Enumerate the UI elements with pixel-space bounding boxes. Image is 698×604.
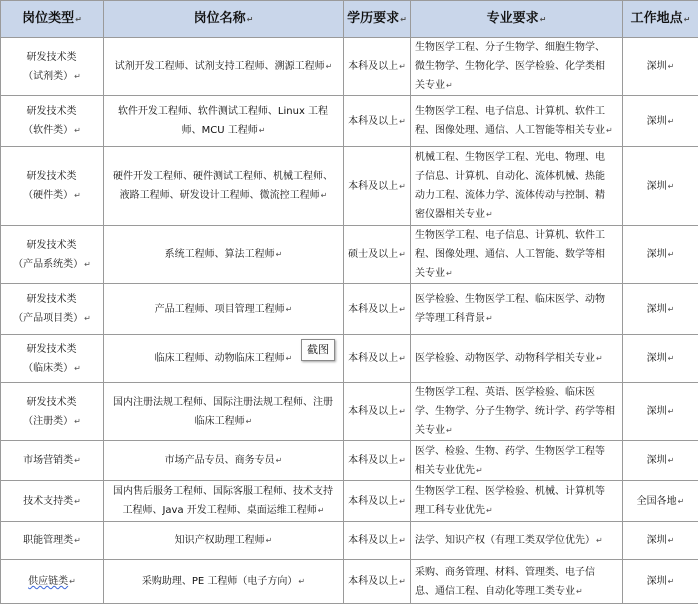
education-cell: 本科及以上↵ [344,481,411,522]
job-name-cell: 试剂开发工程师、试剂支持工程师、溯源工程师↵ [104,38,344,96]
table-row [1,560,698,604]
table-row [1,226,698,284]
cell-line: 系统工程师、算法工程师 [165,249,275,260]
cell-line: 职能管理类 [23,535,73,546]
cell-line: 试剂开发工程师、试剂支持工程师、溯源工程师 [115,61,325,72]
cell-line: （试剂类） [23,71,73,82]
cell-line: 密仪器相关专业 [415,209,485,220]
cell-line: 生物医学工程、医学检验、机械、计算机等 [415,486,605,497]
job-name-cell: 国内售后服务工程师、国际客服工程师、技术支持 工程师、Java 开发工程师、桌面运维工程师↵ [104,481,344,522]
cell-line: 国内售后服务工程师、国际客服工程师、技术支持 [113,486,333,497]
screenshot-tooltip: 截图 [301,339,335,361]
job-name-cell: 系统工程师、算法工程师↵ [104,226,344,284]
location-cell: 深圳↵ [623,147,698,226]
job-type-cell: 职能管理类↵ [1,522,104,560]
job-name-cell: 知识产权助理工程师↵ [104,522,344,560]
table-row [1,335,698,383]
cell-line: 研发技术类 [27,171,77,182]
major-cell: 采购、商务管理、材料、管理类、电子信 息、通信工程、自动化等理工类专业↵ [411,560,623,604]
job-type-cell: 市场营销类↵ [1,441,104,481]
cell-line: 医学、检验、生物、药学、生物医学工程等 [415,446,605,457]
major-cell: 法学、知识产权（有理工类双学位优先）↵ [411,522,623,560]
cell-line: 生物医学工程、电子信息、计算机、软件工 [415,230,605,241]
job-type-cell: 研发技术类 （临床类）↵ [1,335,104,383]
cell-line: 本科及以上 [348,576,398,587]
location-cell: 深圳↵ [623,284,698,335]
job-type-cell: 研发技术类 （注册类）↵ [1,383,104,441]
cell-line: 深圳 [647,535,667,546]
cell-line: 法学、知识产权（有理工类双学位优先） [415,535,595,546]
cell-line: 市场营销类 [23,455,73,466]
cell-line: 子信息、计算机、自动化、流体机械、热能 [415,171,605,182]
cell-line: 本科及以上 [348,353,398,364]
cell-line: 采购助理、PE 工程师（电子方向） [142,576,298,587]
cell-line: 生物医学工程、分子生物学、细胞生物学、 [415,42,605,53]
cell-line: 深圳 [647,249,667,260]
cell-line: （注册类） [23,416,73,427]
cell-line: 产品工程师、项目管理工程师 [155,304,285,315]
header-location: 工作地点↵ [623,1,698,38]
cell-line: 动力工程、流体力学、流体传动与控制、精 [415,190,605,201]
job-type-cell: 研发技术类 （硬件类）↵ [1,147,104,226]
cell-line: 微生物学、生物化学、医学检验、化学类相 [415,61,605,72]
cell-line: 本科及以上 [348,116,398,127]
job-name-cell: 软件开发工程师、软件测试工程师、Linux 工程 师、MCU 工程师↵ [104,96,344,147]
education-cell: 本科及以上↵ [344,560,411,604]
education-cell: 本科及以上↵ [344,38,411,96]
education-cell: 硕士及以上↵ [344,226,411,284]
location-cell: 全国各地↵ [623,481,698,522]
job-type-cell: 技术支持类↵ [1,481,104,522]
table-row [1,284,698,335]
cell-line: 研发技术类 [27,397,77,408]
cell-line: （软件类） [23,125,73,136]
location-cell: 深圳↵ [623,383,698,441]
major-cell: 机械工程、生物医学工程、光电、物理、电 子信息、计算机、自动化、流体机械、热能 动力工程、流体力学、流体传动与控制、精 密仪器相关专业↵ [411,147,623,226]
education-cell: 本科及以上↵ [344,383,411,441]
cell-line: 临床工程师 [195,416,245,427]
cell-line: 关专业 [415,80,445,91]
cell-line: 医学检验、动物医学、动物科学相关专业 [415,353,595,364]
cell-line: 医学检验、生物医学工程、临床医学、动物 [415,294,605,305]
major-cell: 生物医学工程、英语、医学检验、临床医 学、生物学、分子生物学、统计学、药学等相关专业↵ [411,383,623,441]
cell-line: 供应链类 [28,576,68,587]
job-name-cell: 临床工程师、动物临床工程师↵ [104,335,344,383]
cell-line: 国内注册法规工程师、国际注册法规工程师、注册 [113,397,333,408]
cell-line: 机械工程、生物医学工程、光电、物理、电 [415,152,605,163]
cell-line: 学等理工科背景 [415,313,485,324]
job-name-cell: 产品工程师、项目管理工程师↵ [104,284,344,335]
job-type-cell: 供应链类↵ [1,560,104,604]
location-cell: 深圳↵ [623,335,698,383]
cell-line: 深圳 [647,116,667,127]
cell-line: （产品系统类） [13,259,83,270]
cell-line: 生物医学工程、电子信息、计算机、软件工 [415,106,605,117]
education-cell: 本科及以上↵ [344,522,411,560]
location-cell: 深圳↵ [623,38,698,96]
cell-line: 软件开发工程师、软件测试工程师、Linux 工程 [118,106,328,117]
cell-line: 深圳 [647,406,667,417]
location-cell: 深圳↵ [623,441,698,481]
major-cell: 生物医学工程、分子生物学、细胞生物学、 微生物学、生物化学、医学检验、化学类相 关专业↵ [411,38,623,96]
location-cell: 深圳↵ [623,560,698,604]
cell-line: 知识产权助理工程师 [175,535,265,546]
major-cell: 生物医学工程、电子信息、计算机、软件工 程、图像处理、通信、人工智能、数学等相 关专业↵ [411,226,623,284]
cell-line: 程、图像处理、通信、人工智能等相关专业 [415,125,605,136]
job-name-cell: 采购助理、PE 工程师（电子方向）↵ [104,560,344,604]
header-major: 专业要求↵ [411,1,623,38]
cell-line: 理工科专业优先 [415,505,485,516]
major-cell: 医学检验、生物医学工程、临床医学、动物 学等理工科背景↵ [411,284,623,335]
cell-line: 液路工程师、研发设计工程师、微流控工程师 [120,190,320,201]
cell-line: 相关专业优先 [415,465,475,476]
cell-line: 息、通信工程、自动化等理工类专业 [415,586,575,597]
cell-line: 硬件开发工程师、硬件测试工程师、机械工程师、 [113,171,333,182]
major-cell: 医学、检验、生物、药学、生物医学工程等 相关专业优先↵ [411,441,623,481]
location-cell: 深圳↵ [623,522,698,560]
cell-line: 本科及以上 [348,406,398,417]
cell-line: 本科及以上 [348,535,398,546]
cell-line: 研发技术类 [27,294,77,305]
education-cell: 本科及以上↵ [344,96,411,147]
cell-line: （临床类） [23,363,73,374]
table-row [1,383,698,441]
cell-line: 研发技术类 [27,52,77,63]
table-row [1,522,698,560]
cell-line: 程、图像处理、通信、人工智能、数学等相 [415,249,605,260]
education-cell: 本科及以上↵ [344,441,411,481]
major-cell: 生物医学工程、医学检验、机械、计算机等 理工科专业优先↵ [411,481,623,522]
cell-line: 研发技术类 [27,106,77,117]
education-cell: 本科及以上↵ [344,284,411,335]
table-row [1,481,698,522]
location-cell: 深圳↵ [623,226,698,284]
cell-line: （产品项目类） [13,313,83,324]
job-type-cell: 研发技术类 （软件类）↵ [1,96,104,147]
cell-line: 师、MCU 工程师 [182,125,258,136]
cell-line: 深圳 [647,353,667,364]
table-row [1,96,698,147]
job-name-cell: 国内注册法规工程师、国际注册法规工程师、注册 临床工程师↵ [104,383,344,441]
cell-line: 本科及以上 [348,496,398,507]
education-cell: 本科及以上↵ [344,147,411,226]
major-cell: 医学检验、动物医学、动物科学相关专业↵ [411,335,623,383]
cell-line: 本科及以上 [348,304,398,315]
job-type-cell: 研发技术类 （产品项目类）↵ [1,284,104,335]
education-cell: 本科及以上↵ [344,335,411,383]
job-type-cell: 研发技术类 （试剂类）↵ [1,38,104,96]
cell-line: 硕士及以上 [348,249,398,260]
cell-line: 深圳 [647,181,667,192]
cell-line: 研发技术类 [27,240,77,251]
job-type-cell: 研发技术类 （产品系统类）↵ [1,226,104,284]
cell-line: 生物医学工程、英语、医学检验、临床医 [415,387,595,398]
cell-line: （硬件类） [23,190,73,201]
cell-line: 深圳 [647,576,667,587]
header-job-name: 岗位名称↵ [104,1,344,38]
cell-line: 深圳 [647,455,667,466]
table-row [1,147,698,226]
cell-line: 全国各地 [637,496,677,507]
cell-line: 深圳 [647,304,667,315]
cell-line: 技术支持类 [23,496,73,507]
cell-line: 深圳 [647,61,667,72]
table-row [1,441,698,481]
cell-line: 本科及以上 [348,61,398,72]
table-row [1,38,698,96]
header-job-type: 岗位类型↵ [1,1,104,38]
job-name-cell: 硬件开发工程师、硬件测试工程师、机械工程师、 液路工程师、研发设计工程师、微流控工程师↵ [104,147,344,226]
cell-line: 本科及以上 [348,181,398,192]
major-cell: 生物医学工程、电子信息、计算机、软件工 程、图像处理、通信、人工智能等相关专业↵ [411,96,623,147]
cell-line: 市场产品专员、商务专员 [165,455,275,466]
job-name-cell: 市场产品专员、商务专员↵ [104,441,344,481]
cell-line: 临床工程师、动物临床工程师 [155,353,285,364]
cell-line: 工程师、Java 开发工程师、桌面运维工程师 [122,505,316,516]
cell-line: 本科及以上 [348,455,398,466]
location-cell: 深圳↵ [623,96,698,147]
cell-line: 关专业 [415,268,445,279]
header-row [1,1,698,38]
header-education: 学历要求↵ [344,1,411,38]
cell-line: 学、生物学、分子生物学、统计学、药学等相关专业 [415,406,615,436]
cell-line: 研发技术类 [27,344,77,355]
cell-line: 采购、商务管理、材料、管理类、电子信 [415,567,595,578]
